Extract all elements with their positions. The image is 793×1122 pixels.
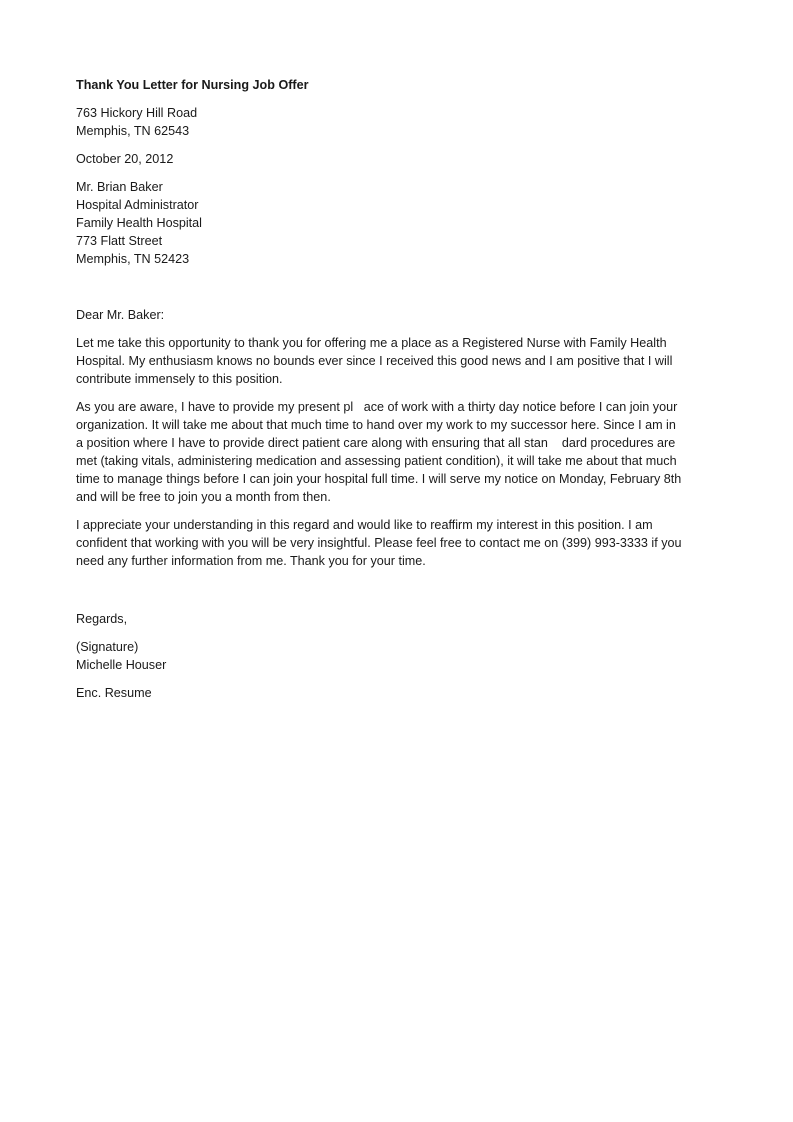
recipient-line: Family Health Hospital <box>76 216 202 230</box>
paragraph-line: Let me take this opportunity to thank you for offering me a place as a Registered Nurse with Family Health <box>76 336 667 350</box>
recipient-line: 773 Flatt Street <box>76 234 163 248</box>
paragraph-line: and will be free to join you a month from then. <box>76 490 331 504</box>
letter-page <box>76 76 716 712</box>
enclosure-text: Enc. Resume <box>76 686 152 700</box>
recipient-line: Hospital Administrator <box>76 198 199 212</box>
paragraph-line: confident that working with you will be very insightful. Please feel free to contact me on (399) 993-3333 if you <box>76 536 682 550</box>
paragraph-line: As you are aware, I have to provide my present pl ace of work with a thirty day notice before I can join your <box>76 400 678 414</box>
sender-address-line: Memphis, TN 62543 <box>76 124 190 138</box>
date-text: October 20, 2012 <box>76 152 174 166</box>
salutation-text: Dear Mr. Baker: <box>76 308 165 322</box>
salutation <box>76 306 716 324</box>
paragraph-line: Hospital. My enthusiasm knows no bounds ever since I received this good news and I am positive that I will <box>76 354 673 368</box>
spacer <box>76 580 716 610</box>
recipient-address <box>76 178 716 268</box>
letter-title: Thank You Letter for Nursing Job Offer <box>76 78 309 92</box>
paragraph-line: a position where I have to provide direct patient care along with ensuring that all stan dard procedures are <box>76 436 676 450</box>
paragraph-line: contribute immensely to this position. <box>76 372 283 386</box>
signature-placeholder: (Signature) <box>76 640 139 654</box>
body-paragraph-2 <box>76 398 716 506</box>
paragraph-line: met (taking vitals, administering medication and assessing patient condition), it will take me about that much <box>76 454 677 468</box>
paragraph-line: need any further information from me. Thank you for your time. <box>76 554 426 568</box>
signer-name: Michelle Houser <box>76 658 167 672</box>
paragraph-line: organization. It will take me about that much time to hand over my work to my successor here. Since I am in <box>76 418 676 432</box>
paragraph-line: I appreciate your understanding in this regard and would like to reaffirm my interest in this position. I am <box>76 518 653 532</box>
closing-text: Regards, <box>76 612 128 626</box>
closing <box>76 610 716 628</box>
spacer <box>76 278 716 306</box>
body-paragraph-1 <box>76 334 716 388</box>
recipient-line: Memphis, TN 52423 <box>76 252 190 266</box>
sender-address-line: 763 Hickory Hill Road <box>76 106 198 120</box>
paragraph-line: time to manage things before I can join your hospital full time. I will serve my notice on Monday, February 8th <box>76 472 682 486</box>
letter-date <box>76 150 716 168</box>
enclosure <box>76 684 716 702</box>
body-paragraph-3 <box>76 516 716 570</box>
signature-block <box>76 638 716 674</box>
recipient-line: Mr. Brian Baker <box>76 180 163 194</box>
sender-address <box>76 104 716 140</box>
